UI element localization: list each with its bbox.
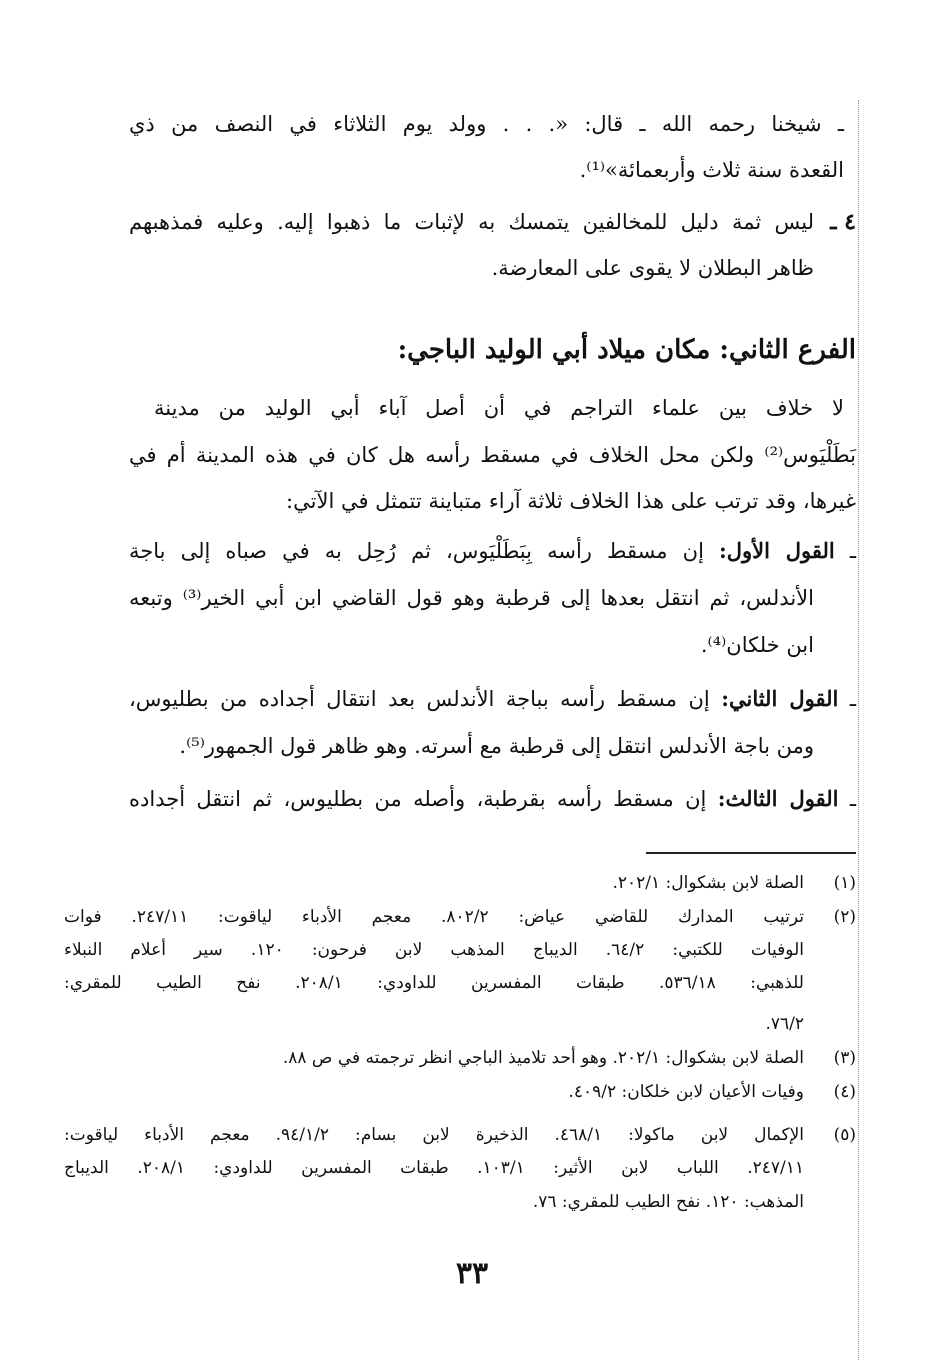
footnote-divider xyxy=(646,852,856,854)
footnote-4-number: (٤) xyxy=(833,1082,856,1102)
page-number: ٣٣ xyxy=(455,1256,489,1291)
main-line-3: غيرها، وقد ترتب على هذا الخلاف ثلاثة آراء متباينة تتمثل في الآتي: xyxy=(286,489,856,513)
footnote-2-line-4: ٧٦/٢. xyxy=(765,1014,804,1034)
scan-edge-line xyxy=(858,100,859,1360)
opinion-2-line-2: ومن باجة الأندلس انتقل إلى قرطبة مع أسرته. وهو ظاهر قول الجمهور⁽⁵⁾. xyxy=(179,734,814,758)
footnote-2-line-3: للذهبي: ٥٣٦/١٨. طبقات المفسرين للداودي: ٢٠٨/١. نفح الطيب للمقري: xyxy=(64,973,804,993)
item-4-number: ٤ ـ xyxy=(830,209,856,235)
footnote-4-line-1: وفيات الأعيان لابن خلكان: ٤٠٩/٢. xyxy=(568,1082,804,1102)
opinion-3-line-1 xyxy=(129,784,856,814)
opinion-1-line-1 xyxy=(129,536,856,566)
footnote-5-line-2: ٢٤٧/١١. اللباب لابن الأثير: ١٠٣/١. طبقات المفسرين للداودي: ٢٠٨/١. الديباج xyxy=(64,1158,805,1178)
footnote-5-line-3: المذهب: ١٢٠. نفح الطيب للمقري: ٧٦. xyxy=(532,1192,804,1212)
opinion-3-text: إن مسقط رأسه بقرطبة، وأصله من بطليوس، ثم انتقل أجداده xyxy=(129,787,707,811)
opinion-2-label: القول الثاني: xyxy=(721,686,839,711)
item-4-line-1: ليس ثمة دليل للمخالفين يتمسك به لإثبات ما ذهبوا إليه. وعليه فمذهبهم xyxy=(129,210,814,234)
opinion-2-text: إن مسقط رأسه بباجة الأندلس بعد انتقال أجداده من بطليوس، xyxy=(129,687,710,711)
footnote-1-line-1: الصلة لابن بشكوال: ٢٠٢/١. xyxy=(612,873,804,893)
intro-line-2: القعدة سنة ثلاث وأربعمائة»⁽¹⁾. xyxy=(579,158,844,182)
footnote-1-number: (١) xyxy=(833,873,856,893)
opinion-1-dash: ـ xyxy=(849,539,856,563)
footnote-2-line-2: الوفيات للكتبي: ٦٤/٢. الديباج المذهب لابن فرحون: ١٢٠. سير أعلام النبلاء xyxy=(64,940,804,960)
item-4-line-2: ظاهر البطلان لا يقوى على المعارضة. xyxy=(491,256,814,280)
opinion-3-label: القول الثالث: xyxy=(717,786,839,811)
opinion-2-line-1 xyxy=(129,684,856,714)
opinion-1-line-2: الأندلس، ثم انتقل بعدها إلى قرطبة وهو قول القاضي ابن أبي الخير⁽³⁾ وتبعه xyxy=(129,586,814,610)
footnote-2-line-1: ترتيب المدارك للقاضي عياض: ٨٠٢/٢. معجم الأدباء لياقوت: ٢٤٧/١١. فوات xyxy=(64,907,804,927)
intro-line-1: ـ شيخنا رحمه الله ـ قال: «. . . وولد يوم الثلاثاء في النصف من ذي xyxy=(129,112,844,136)
opinion-3-dash: ـ xyxy=(849,787,856,811)
footnote-3-line-1: الصلة لابن بشكوال: ٢٠٢/١. وهو أحد تلاميذ الباجي انظر ترجمته في ص ٨٨. xyxy=(282,1048,804,1068)
main-line-2: بَطَلْيَوس⁽²⁾ ولكن محل الخلاف في مسقط رأسه هل كان في هذه المدينة أم في xyxy=(129,443,856,467)
opinion-2-dash: ـ xyxy=(849,687,856,711)
opinion-1-line-3: ابن خلكان⁽⁴⁾. xyxy=(700,633,814,657)
footnote-5-number: (٥) xyxy=(833,1125,856,1145)
opinion-1-label: القول الأول: xyxy=(719,538,835,563)
section-heading: الفرع الثاني: مكان ميلاد أبي الوليد الباجي: xyxy=(397,335,856,365)
main-line-1: لا خلاف بين علماء التراجم في أن أصل آباء أبي الوليد من مدينة xyxy=(154,396,844,420)
footnote-3-number: (٣) xyxy=(833,1048,856,1068)
footnote-5-line-1: الإكمال لابن ماكولا: ٤٦٨/١. الذخيرة لابن بسام: ٩٤/١/٢. معجم الأدباء لياقوت: xyxy=(64,1125,805,1145)
footnote-2-number: (٢) xyxy=(833,907,856,927)
opinion-1-text: إن مسقط رأسه بِبَطَلْيَوس، ثم رُحِل به في صباه إلى باجة xyxy=(129,539,704,563)
